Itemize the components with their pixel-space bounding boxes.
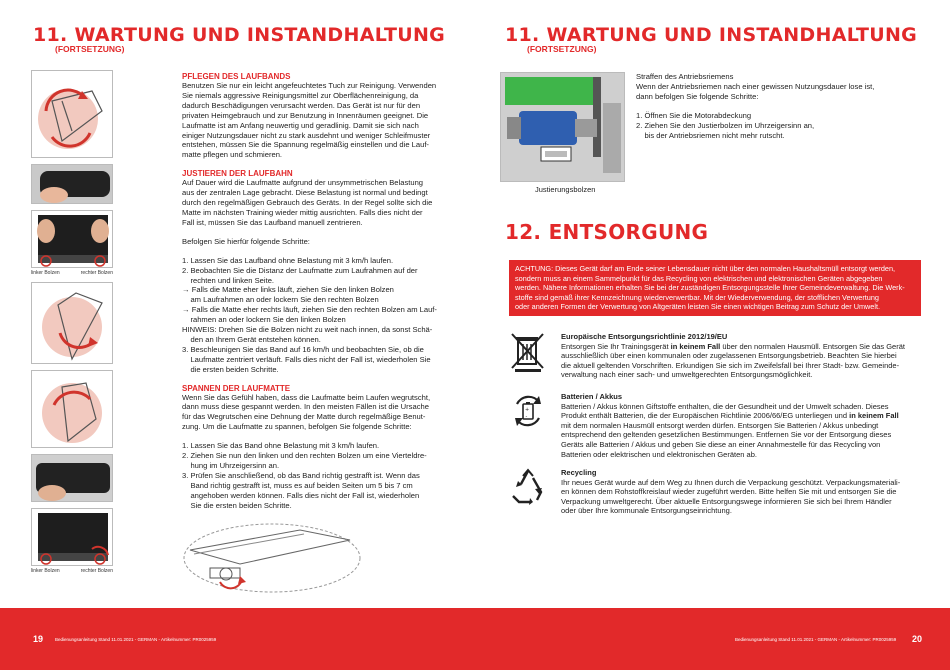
- section-2-line: 3. Prüfen Sie anschließend, ob das Band richtig gestrafft ist. Wenn das: [182, 470, 420, 480]
- section-1-line: die ersten beiden Schritte.: [182, 364, 279, 374]
- weee-line1a: Entsorgen Sie Ihr Trainingsgerät: [561, 341, 671, 351]
- recycling-heading: Recycling: [561, 468, 597, 477]
- belt-line: Straffen des Antriebsriemens: [636, 72, 734, 81]
- caption-left-bolt-2: linker Bolzen: [31, 568, 60, 574]
- photo-bolts-back: [31, 210, 113, 268]
- section-1-line: aus der zentralen Lage gebracht. Diese Belastung ist normal und bedingt: [182, 188, 428, 198]
- section-2-line: angehoben werden können. Falls dies nicht der Fall ist, wiederholen: [182, 490, 420, 500]
- belt-line: bis der Antriebsriemen nicht mehr rutscht.: [636, 130, 785, 140]
- weee-line: die aktuell geltenden Vorschriften. Erkundigen Sie sich im Zweifelsfall bei Ihrer Stadt- bzw. Gemeinde-: [561, 360, 900, 370]
- weee-line1c: über den normalen Hausmüll. Entsorgen Sie das Gerät: [720, 341, 905, 351]
- motor-photo: [500, 72, 625, 182]
- section-1-line: Auf Dauer wird die Laufmatte aufgrund der unsymmetrischen Belastung: [182, 178, 424, 188]
- section-0-line: matte pflegen und schmieren.: [182, 150, 283, 160]
- caption-left-bolt: linker Bolzen: [31, 270, 60, 276]
- weee-line: ausschließlich über einen kommunalen oder zugelassenen Entsorgungsbetrieb. Beachten Sie hierbei: [561, 351, 897, 361]
- belt-line: 2. Ziehen Sie den Justierbolzen im Uhrzeigersinn an,: [636, 120, 815, 130]
- section-1-line: [182, 247, 460, 256]
- section-1-line: Fall ist, müssen Sie das Laufband manuell zentrieren.: [182, 217, 363, 227]
- section-2-line: 2. Ziehen Sie nun den linken und den rechten Bolzen um eine Vierteldre-: [182, 451, 427, 461]
- battery-line: Geräts alle Batterien / Akkus und geben Sie diese an einer Annahmestelle für das Recycling von: [561, 439, 881, 449]
- section-1-line: Befolgen Sie hierfür folgende Schritte:: [182, 236, 310, 246]
- bolt-captions-2: [31, 568, 113, 574]
- care-paragraph: [182, 81, 460, 160]
- battery-recycle-icon: [509, 392, 547, 430]
- disposal-title: 12. ENTSORGUNG: [505, 220, 709, 244]
- battery-more: [561, 421, 926, 459]
- battery-line2-bold: in keinem Fall: [849, 411, 899, 421]
- warning-line: ACHTUNG: Dieses Gerät darf am Ende seiner Lebensdauer nicht über den normalen Haushaltsmüll entsorgt werden,: [515, 264, 896, 273]
- mat-illustration-1: [31, 70, 113, 158]
- illustration-column: [31, 70, 126, 580]
- footer-note-right: Bedienungsanleitung Stand 11.01.2021 - GERMAN - Artikelnummer: PR0025959: [735, 637, 897, 642]
- roller-illustration: [180, 520, 365, 605]
- bolt-captions-1: [31, 270, 113, 276]
- section-1-line: HINWEIS: Drehen Sie die Bolzen nicht zu weit nach innen, da sonst Schä-: [182, 325, 433, 335]
- heading-care: PFLEGEN DES LAUFBANDS: [182, 72, 291, 81]
- section-1-line: → Falls die Matte eher rechts läuft, ziehen Sie den rechten Bolzen am Lauf-: [182, 305, 437, 315]
- section-2-line: hung im Uhrzeigersinn an.: [182, 461, 280, 470]
- section-0-line: Laufmatte ist am Anfang neuwertig und geradlinig. Damit sie sich nach: [182, 120, 419, 130]
- section-0-line: dadurch Beschädigungen verursacht werden. Das Gerät ist nur für den: [182, 100, 421, 110]
- battery-line: entsprechend den geltenden gesetzlichen Bestimmungen. Entfernen Sie vor der Entsorgung dieses: [561, 430, 892, 440]
- page-subtitle-right: (FORTSETZUNG): [527, 44, 597, 54]
- maintenance-text: [182, 72, 460, 511]
- section-1-line: 2. Beobachten Sie die Distanz der Laufmatte zum Laufrahmen auf der: [182, 265, 418, 275]
- section-2-line: zung. Um die Laufmatte zu spannen, befolgen Sie folgende Schritte:: [182, 422, 412, 432]
- recycle-icon: [509, 468, 547, 506]
- section-1-line: am Laufrahmen an oder lockern Sie den rechten Bolzen: [182, 295, 379, 305]
- motor-caption: Justierungsbolzen: [535, 185, 596, 194]
- battery-line2a: Produkt enthält Batterien, die der Europäischen Richtlinie 2006/66/EG unterliegen und: [561, 411, 850, 421]
- section-1-line: den an Ihrem Gerät entstehen können.: [182, 334, 321, 344]
- warning-line: werden. Nähere Informationen erhalten Sie bei der zuständigen Entsorgungsstelle Ihrer Gemeindeverwaltung. Die Werk-: [515, 283, 905, 292]
- svg-text:-: -: [525, 414, 528, 420]
- belt-instructions: [636, 72, 926, 140]
- warning-line: sondern muss an einem Sammelpunkt für das Recycling von elektrischen und elektronischen Geräten abgegeben: [515, 273, 883, 283]
- section-0-line: entstehen, müssen Sie die Spannung regelmäßig einstellen und die Lauf-: [182, 140, 429, 150]
- heading-adjust: JUSTIEREN DER LAUFBAHN: [182, 169, 293, 179]
- svg-text:+: +: [525, 407, 530, 413]
- recycling-line: Verpackung umweltgerecht. Über aktuelle Entsorgungswege informieren Sie sich bei Ihrem Händler: [561, 496, 892, 506]
- weee-heading: Europäische Entsorgungsrichtlinie 2012/19/EU: [561, 332, 728, 341]
- section-0-line: Sie niemals aggressive Reinigungsmittel zur Oberflächenreinigung, da: [182, 90, 419, 100]
- section-1-line: 3. Beschleunigen Sie das Band auf 16 km/h und beobachten Sie, ob die: [182, 344, 424, 354]
- weee-line: verwaltung nach einer sach- und umweltgerechten Entsorgungsmöglichkeit.: [561, 370, 813, 380]
- section-2-line: für das Wegrutschen eine Dehnung der Matte durch regelmäßige Benut-: [182, 412, 426, 422]
- section-1-line: 1. Lassen Sie das Laufband ohne Belastung mit 3 km/h laufen.: [182, 255, 394, 265]
- caption-right-bolt: rechter Bolzen: [80, 270, 113, 276]
- disposal-warning: [509, 260, 921, 316]
- belt-line: 1. Öffnen Sie die Motorabdeckung: [636, 110, 752, 120]
- mat-illustration-3: [31, 370, 113, 448]
- section-0-line: privaten Heimgebrauch und zur Benutzung in Innenräumen geeignet. Die: [182, 110, 429, 120]
- recycling-text: [561, 468, 926, 516]
- battery-text: [561, 392, 926, 459]
- section-1-line: rechten und linken Seite.: [182, 275, 275, 285]
- section-1-line: [182, 228, 460, 237]
- section-2-line: 1. Lassen Sie das Band ohne Belastung mit 3 km/h laufen.: [182, 441, 380, 451]
- adjust-paragraph: [182, 178, 460, 374]
- section-1-line: durch den regelmäßigen Gebrauch des Geräts. In der Regel sollte sich die: [182, 198, 433, 208]
- section-2-line: dann muss diese gespannt werden. In den meisten Fällen ist die Ursache: [182, 402, 429, 412]
- warning-line: stoffe sind gemäß ihrer Kennzeichnung wiederverwertbar. Mit der Wiederverwendung, der stofflichen Verwertung: [515, 292, 879, 302]
- battery-line: mit dem normalen Hausmüll entsorgt werden dürfen. Entsorgen Sie Batterien / Akkus unbedingt: [561, 420, 879, 430]
- battery-line1: Batterien / Akkus können Giftstoffe enthalten, die der Gesundheit und der Umwelt schaden. Dieses: [561, 401, 889, 411]
- page-title-right: 11. WARTUNG UND INSTANDHALTUNG: [505, 24, 918, 46]
- warning-line: oder anderen Formen der Verwertung von Altgeräten leisten Sie einen wichtigen Beitrag zum Schutz der Umwelt.: [515, 302, 881, 311]
- section-1-line: rahmen an oder lockern Sie den linken Bolzen: [182, 315, 346, 325]
- page-subtitle-left: (FORTSETZUNG): [55, 44, 125, 54]
- page-number-right: 20: [912, 634, 923, 644]
- photo-treadmill-side: [31, 164, 113, 204]
- section-2-line: Sie die ersten beiden Schritte.: [182, 500, 292, 510]
- belt-line: Wenn der Antriebsriemen nach einer gewissen Nutzungsdauer lose ist,: [636, 81, 875, 91]
- weee-line1-bold: in keinem Fall: [670, 341, 721, 351]
- page-number-left: 19: [33, 634, 44, 644]
- recycling-line: oder über Ihre kommunale Entsorgungseinrichtung.: [561, 506, 732, 516]
- tension-paragraph: [182, 393, 460, 511]
- belt-line: [636, 102, 926, 111]
- recycling-more: [561, 478, 926, 516]
- belt-line: dann befolgen Sie folgende Schritte:: [636, 91, 759, 101]
- section-0-line: einiger Nutzungsdauer nicht zu stark ausdehnt und weniger Schleifmuster: [182, 130, 431, 140]
- section-1-line: → Falls die Matte eher links läuft, ziehen Sie den linken Bolzen: [182, 285, 394, 295]
- battery-heading: Batterien / Akkus: [561, 392, 622, 401]
- recycling-line: Ihr neues Gerät wurde auf dem Weg zu Ihnen durch die Verpackung geschützt. Verpackungsmateriali-: [561, 477, 901, 487]
- page-title-left: 11. WARTUNG UND INSTANDHALTUNG: [33, 24, 446, 46]
- photo-treadmill-end: [31, 454, 113, 502]
- footer-note-left: Bedienungsanleitung Stand 11.01.2021 - GERMAN - Artikelnummer: PR0025959: [55, 637, 217, 642]
- section-2-line: Wenn Sie das Gefühl haben, dass die Laufmatte beim Laufen wegrutscht,: [182, 392, 431, 402]
- section-2-line: [182, 432, 460, 441]
- mat-illustration-2: [31, 282, 113, 364]
- section-0-line: Benutzen Sie nur ein leicht angefeuchtetes Tuch zur Reinigung. Verwenden: [182, 81, 437, 90]
- photo-bolts-back-2: [31, 508, 113, 566]
- section-1-line: Laufmatte zentriert verläuft. Falls dies nicht der Fall ist, wiederholen Sie: [182, 354, 431, 364]
- weee-text: [561, 332, 926, 380]
- crossed-bin-icon: [509, 332, 547, 370]
- section-1-line: Matte im nächsten Training wieder mittig ausrichten. Falls dies nicht der: [182, 207, 423, 217]
- recycling-line: en können dem Rohstoffkreislauf wieder zugeführt werden. Bitte helfen Sie mit und entsorgen Sie die: [561, 487, 897, 497]
- weee-more: [561, 351, 926, 380]
- caption-right-bolt-2: rechter Bolzen: [80, 568, 113, 574]
- battery-line: Batterien oder elektrischen und elektronischen Geräten ab.: [561, 449, 757, 459]
- section-2-line: Band richtig gestrafft ist, muss es auf beiden Seiten um 5 bis 7 cm: [182, 480, 413, 490]
- heading-tension: SPANNEN DER LAUFMATTE: [182, 383, 291, 393]
